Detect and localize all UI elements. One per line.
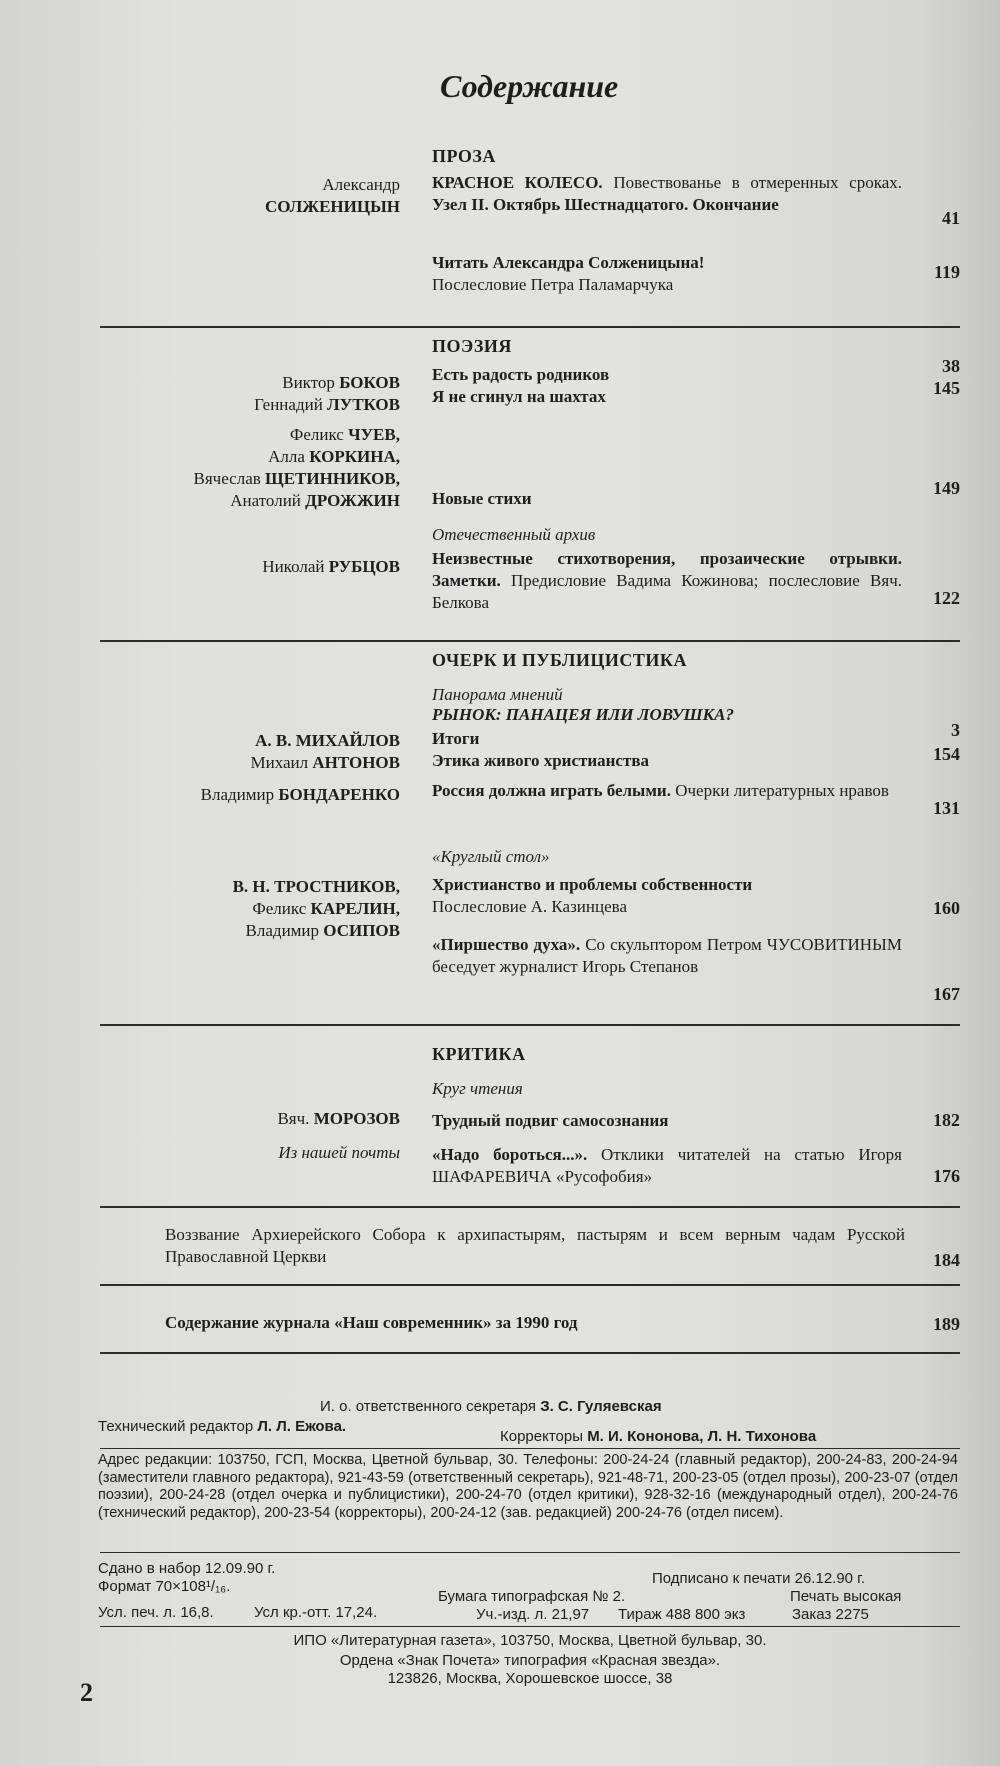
rubric-mail: Из нашей почты bbox=[278, 1143, 400, 1162]
imprint-sdano: Сдано в набор 12.09.90 г. bbox=[98, 1560, 276, 1577]
folio-page-number: 2 bbox=[80, 1678, 93, 1707]
author-last-name: СОЛЖЕНИЦЫН bbox=[264, 197, 400, 216]
toc-entry[interactable]: «Пиршество духа». Со скульптором Петром ЧУСОВИТИНЫМ беседует журналист Игорь Степанов bbox=[432, 935, 903, 976]
imprint-print-type: Печать высокая bbox=[790, 1588, 902, 1605]
imprint-tech-editor: Технический редактор Л. Л. Ежова. bbox=[98, 1418, 347, 1435]
imprint-usl-pech: Усл. печ. л. 16,8. bbox=[98, 1604, 214, 1621]
rubric: «Круглый стол» bbox=[432, 847, 550, 866]
editorial-address: Адрес редакции: 103750, ГСП, Москва, Цветной бульвар, 30. Телефоны: 200-24-24 (главный редактор), 200-24-83, 200-24-94 (заместители главного редактора), 921-43-59 (ответственный секретарь), 921-48-71, 200-23-05 (отдел прозы), 200-23-07 (отдел поэзии), 200-24-28 (отдел очерка и публицистики), 200-24-70 (отдел критики), 928-32-16 (международный отдел), 200-24-76 (технический редактор), 200-23-54 (корректоры), 200-24-12 (зав. редакцией) 200-24-76 (отдел писем). bbox=[98, 1452, 958, 1521]
rubric: Круг чтения bbox=[432, 1079, 523, 1098]
page-number: 119 bbox=[933, 262, 960, 282]
page-number: 184 bbox=[933, 1250, 960, 1270]
toc-entry[interactable]: Новые стихи bbox=[432, 489, 532, 508]
toc-entry[interactable]: КРАСНОЕ КОЛЕСО. Повествованье в отмеренных сроках. Узел II. Октябрь Шестнадцатого. Окончание bbox=[432, 173, 903, 214]
imprint-format: Формат 70×108¹/₁₆. bbox=[98, 1578, 231, 1595]
toc-entry[interactable]: Неизвестные стихотворения, прозаические отрывки. Заметки. Предисловие Вадима Кожинова; послесловие Вяч. Белкова bbox=[432, 549, 902, 612]
imprint-publisher: ИПО «Литературная газета», 103750, Москва, Цветной бульвар, 30. bbox=[293, 1632, 767, 1649]
page-number: 149 bbox=[933, 478, 960, 498]
page-number: 122 bbox=[933, 588, 960, 608]
divider bbox=[100, 1626, 960, 1627]
divider bbox=[100, 326, 960, 328]
toc-entry[interactable]: Читать Александра Солженицына! Послесловие Петра Паламарчука bbox=[432, 253, 705, 294]
page-title: Содержание bbox=[440, 68, 619, 104]
author-mikhailov: А. В. МИХАЙЛОВ bbox=[255, 731, 400, 750]
section-heading-ocherk: ОЧЕРК И ПУБЛИЦИСТИКА bbox=[432, 650, 687, 670]
imprint-tirazh: Тираж 488 800 экз bbox=[618, 1606, 746, 1623]
page-number: 176 bbox=[933, 1166, 960, 1186]
author-rubtsov: Николай РУБЦОВ bbox=[262, 557, 400, 576]
page-number: 3 bbox=[951, 720, 960, 740]
imprint-podpisano: Подписано к печати 26.12.90 г. bbox=[652, 1570, 865, 1587]
page-number: 38 bbox=[942, 356, 960, 376]
section-heading-poeziya: ПОЭЗИЯ bbox=[432, 336, 512, 356]
section-heading-proza: ПРОЗА bbox=[432, 146, 496, 166]
section-heading-kritika: КРИТИКА bbox=[432, 1044, 526, 1064]
divider bbox=[100, 1024, 960, 1026]
toc-entry[interactable]: «Надо бороться...». Отклики читателей на статью Игоря ШАФАРЕВИЧА «Русофобия» bbox=[432, 1145, 902, 1186]
divider bbox=[100, 1352, 960, 1354]
author-lutkov: Геннадий ЛУТКОВ bbox=[254, 395, 400, 414]
author-group-round-table: В. Н. ТРОСТНИКОВ, Феликс КАРЕЛИН, Владимир ОСИПОВ bbox=[232, 877, 400, 940]
toc-entry[interactable]: Христианство и проблемы собственности Послесловие А. Казинцева bbox=[432, 875, 753, 916]
divider bbox=[100, 1206, 960, 1208]
page-number: 160 bbox=[933, 898, 960, 918]
divider bbox=[100, 640, 960, 642]
toc-entry-annual[interactable]: Содержание журнала «Наш современник» за 1990 год bbox=[165, 1313, 578, 1332]
imprint-uch-izd: Уч.-изд. л. 21,97 bbox=[476, 1606, 590, 1623]
author-group-new-poems: Феликс ЧУЕВ, Алла КОРКИНА, Вячеслав ЩЕТИННИКОВ, Анатолий ДРОЖЖИН bbox=[193, 425, 400, 510]
page-number: 182 bbox=[933, 1110, 960, 1130]
imprint-secretary: И. о. ответственного секретаря З. С. Гуляевская bbox=[320, 1398, 662, 1415]
imprint-correctors: Корректоры М. И. Кононова, Л. Н. Тихонова bbox=[500, 1428, 817, 1445]
divider bbox=[100, 1448, 960, 1449]
author-first-name: Александр bbox=[322, 175, 400, 194]
page-number: 189 bbox=[933, 1314, 960, 1334]
imprint-usl-kr: Усл кр.-отт. 17,24. bbox=[254, 1604, 378, 1621]
page-number: 131 bbox=[933, 798, 960, 818]
toc-entry[interactable]: Я не сгинул на шахтах bbox=[432, 387, 606, 406]
imprint-printer-address: 123826, Москва, Хорошевское шоссе, 38 bbox=[387, 1670, 673, 1687]
author-bokov: Виктор БОКОВ bbox=[282, 373, 400, 392]
author-bondarenko: Владимир БОНДАРЕНКО bbox=[200, 785, 400, 804]
toc-entry[interactable]: Россия должна играть белыми. Очерки литературных нравов bbox=[432, 781, 889, 800]
rubric: Отечественный архив bbox=[432, 525, 596, 544]
author-morozov: Вяч. МОРОЗОВ bbox=[277, 1109, 400, 1128]
toc-entry[interactable]: Трудный подвиг самосознания bbox=[432, 1111, 669, 1130]
rubric: Панорама мнений bbox=[432, 685, 563, 704]
divider bbox=[100, 1552, 960, 1553]
imprint-printer: Ордена «Знак Почета» типография «Красная звезда». bbox=[339, 1652, 721, 1669]
imprint-paper: Бумага типографская № 2. bbox=[438, 1588, 626, 1605]
page-number: 145 bbox=[933, 378, 960, 398]
rubric-heading: РЫНОК: ПАНАЦЕЯ ИЛИ ЛОВУШКА? bbox=[432, 705, 734, 724]
imprint-zakaz: Заказ 2275 bbox=[792, 1606, 869, 1623]
page-number: 167 bbox=[933, 984, 960, 1004]
page-number: 154 bbox=[933, 744, 960, 764]
author-antonov: Михаил АНТОНОВ bbox=[250, 753, 400, 772]
author-solzhenitsyn bbox=[265, 174, 400, 218]
divider bbox=[100, 1284, 960, 1286]
toc-entry[interactable]: Есть радость родников bbox=[432, 365, 610, 384]
toc-entry-appeal[interactable]: Воззвание Архиерейского Собора к архипастырям, пастырям и всем верным чадам Русской Православной Церкви bbox=[165, 1225, 905, 1266]
toc-entry[interactable]: Этика живого христианства bbox=[432, 751, 650, 770]
toc-entry[interactable]: Итоги bbox=[432, 729, 480, 748]
page-number: 41 bbox=[942, 208, 960, 228]
